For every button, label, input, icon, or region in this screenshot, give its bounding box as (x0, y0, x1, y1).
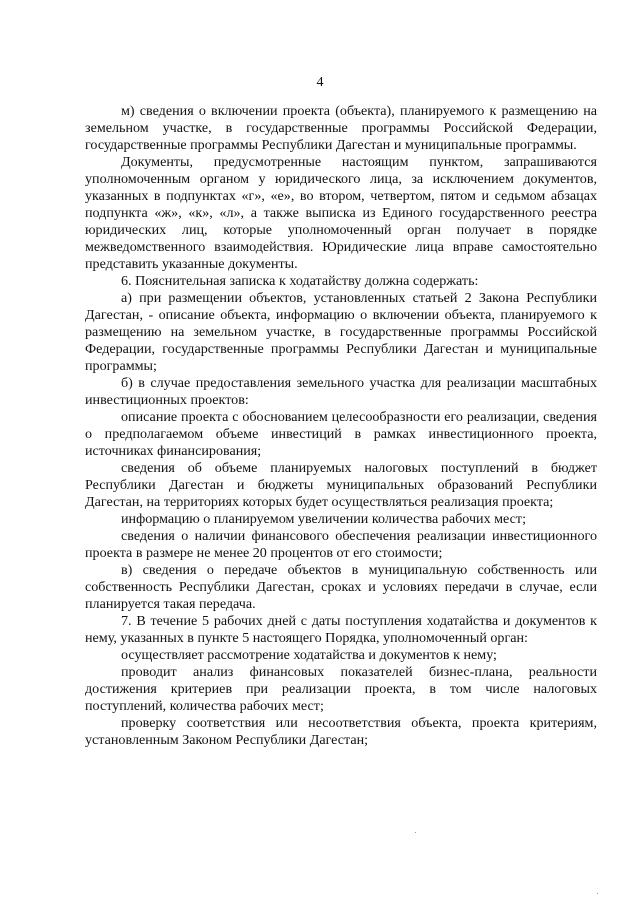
paragraph-tax-revenues: сведения об объеме планируемых налоговых поступлений в бюджет Республики Дагестан и бюджеты муниципальных образований Республики Дагестан, на территориях которых будет осуществляться реализация проекта; (85, 460, 597, 510)
paragraph-business-plan-analysis: проводит анализ финансовых показателей бизнес-плана, реальности достижения критериев при реализации проекта, в том числе налоговых поступлений, количества рабочих мест; (85, 664, 597, 714)
paragraph-documents-requested: Документы, предусмотренные настоящим пунктом, запрашиваются уполномоченным органом у юридического лица, за исключением документов, указанных в подпунктах «г», «е», во втором, четвертом, пятом и седьмом абзацах подпункта «ж», «к», «л», а также выписка из Единого государственного реестра юридических лиц, которые уполномоченный орган получает в порядке межведомственного взаимодействия. Юридические лица вправе самостоятельно представить указанные документы. (85, 154, 597, 272)
paragraph-criteria-check: проверку соответствия или несоответствия объекта, проекта критериям, установленным Законом Республики Дагестан; (85, 715, 597, 748)
paragraph-jobs-increase: информацию о планируемом увеличении количества рабочих мест; (121, 511, 526, 527)
document-body (85, 103, 597, 749)
paragraph-6a-objects: а) при размещении объектов, установленных статьей 2 Закона Республики Дагестан, - описание объекта, информацию о включении объекта, планируемого к размещению на земельном участке, в государственные программы Российской Федерации, государственные программы Республики Дагестан и муниципальные программы; (85, 290, 597, 374)
paragraph-m-programs: м) сведения о включении проекта (объекта), планируемого к размещению на земельном участке, в государственные программы Российской Федерации, государственные программы Республики Дагестан и муниципальные программы. (85, 103, 597, 153)
paragraph-6v-transfer: в) сведения о передаче объектов в муниципальную собственность или собственность Республики Дагестан, сроках и условиях передачи в случае, если планируется такая передача. (85, 562, 597, 612)
paragraph-review-petition: осуществляет рассмотрение ходатайства и документов к нему; (121, 647, 497, 663)
paragraph-project-description: описание проекта с обоснованием целесообразности его реализации, сведения о предполагаемом объеме инвестиций в рамках инвестиционного проекта, источниках финансирования; (85, 409, 597, 459)
page-number: 4 (316, 75, 324, 90)
paragraph-6b-large-projects: б) в случае предоставления земельного участка для реализации масштабных инвестиционных проектов: (85, 375, 597, 408)
scan-speck (415, 832, 416, 833)
paragraph-financial-security: сведения о наличии финансового обеспечения реализации инвестиционного проекта в размере не менее 20 процентов от его стоимости; (85, 528, 597, 561)
scan-speck (597, 893, 598, 894)
paragraph-item-6-heading: 6. Пояснительная записка к ходатайству должна содержать: (121, 273, 479, 289)
paragraph-item-7-heading: 7. В течение 5 рабочих дней с даты поступления ходатайства и документов к нему, указанных в пункте 5 настоящего Порядка, уполномоченный орган: (85, 613, 597, 646)
